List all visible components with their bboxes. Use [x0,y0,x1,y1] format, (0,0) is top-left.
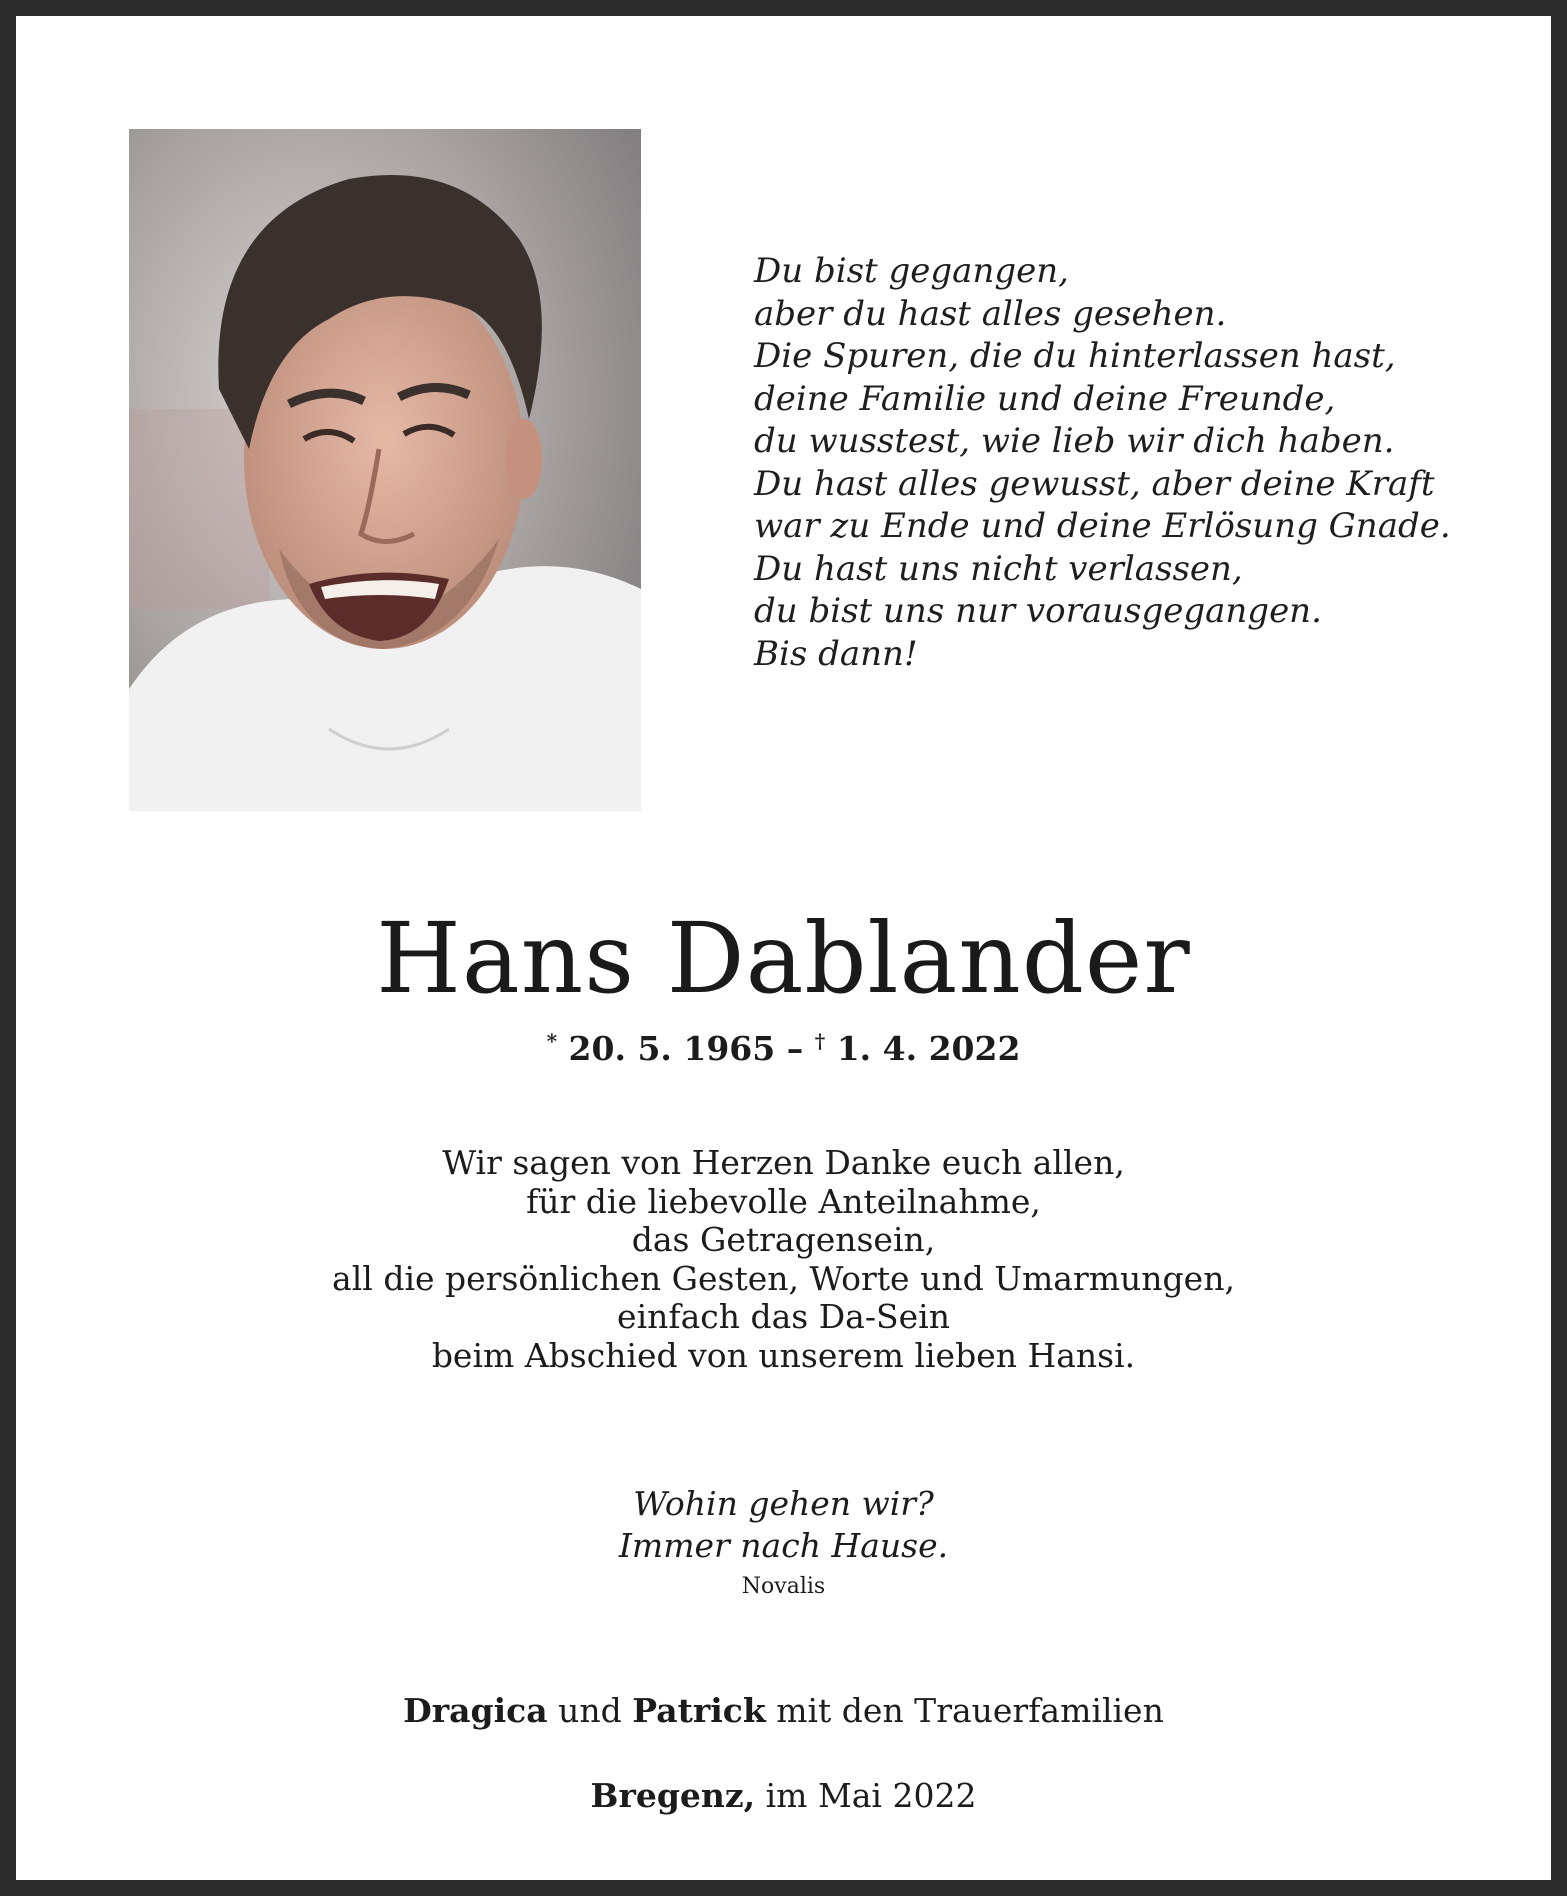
mourner-rest: mit den Trauerfamilien [765,1691,1164,1730]
poem-line: war zu Ende und deine Erlösung Gnade. [754,506,1451,546]
place-city: Bregenz, [590,1776,756,1815]
thanks-line: einfach das Da-Sein [617,1297,950,1336]
thanks-text [16,1144,1551,1375]
mourner-name: Patrick [632,1691,766,1730]
quote-line: Wohin gehen wir? [633,1484,934,1523]
quote-line: Immer nach Hause. [618,1526,949,1565]
poem-line: Du hast alles gewusst, aber deine Kraft [754,463,1435,504]
death-symbol: † [814,1029,826,1053]
deceased-name: Hans Dablander [376,902,1191,1015]
poem-line: Du hast uns nicht verlassen, [754,548,1243,589]
death-date: 1. 4. 2022 [836,1029,1021,1068]
obituary-card [16,16,1551,1880]
poem-line: Du bist gegangen, [754,251,1069,291]
poem-line: deine Familie und deine Freunde, [754,378,1336,419]
poem-line: aber du hast alles gesehen. [754,293,1227,334]
quote [16,1483,1551,1567]
thanks-line: all die persönlichen Gesten, Worte und Umarmungen, [332,1258,1235,1298]
birth-date: 20. 5. 1965 [568,1029,776,1068]
date-separator: – [775,1029,815,1068]
place-month: im Mai 2022 [755,1776,977,1815]
thanks-line: das Getragensein, [631,1220,936,1259]
mourner-name: Dragica [403,1691,548,1730]
mourner-connector: und [547,1691,633,1730]
thanks-line: für die liebevolle Anteilnahme, [526,1181,1041,1221]
portrait-photo [129,129,641,811]
place-date [16,1776,1551,1816]
poem [754,250,1474,675]
poem-line: du wusstest, wie lieb wir dich haben. [754,421,1395,461]
poem-line: Die Spuren, die du hinterlassen hast, [754,336,1396,376]
poem-line: Bis dann! [754,633,918,674]
portrait-image [129,129,641,811]
thanks-line: beim Abschied von unserem lieben Hansi. [431,1335,1136,1375]
life-dates [16,1021,1551,1069]
poem-line: du bist uns nur vorausgegangen. [754,591,1322,631]
quote-author: Novalis [741,1574,826,1599]
thanks-line: Wir sagen von Herzen Danke euch allen, [442,1143,1125,1182]
mourners [16,1691,1551,1731]
birth-symbol: * [546,1029,558,1053]
